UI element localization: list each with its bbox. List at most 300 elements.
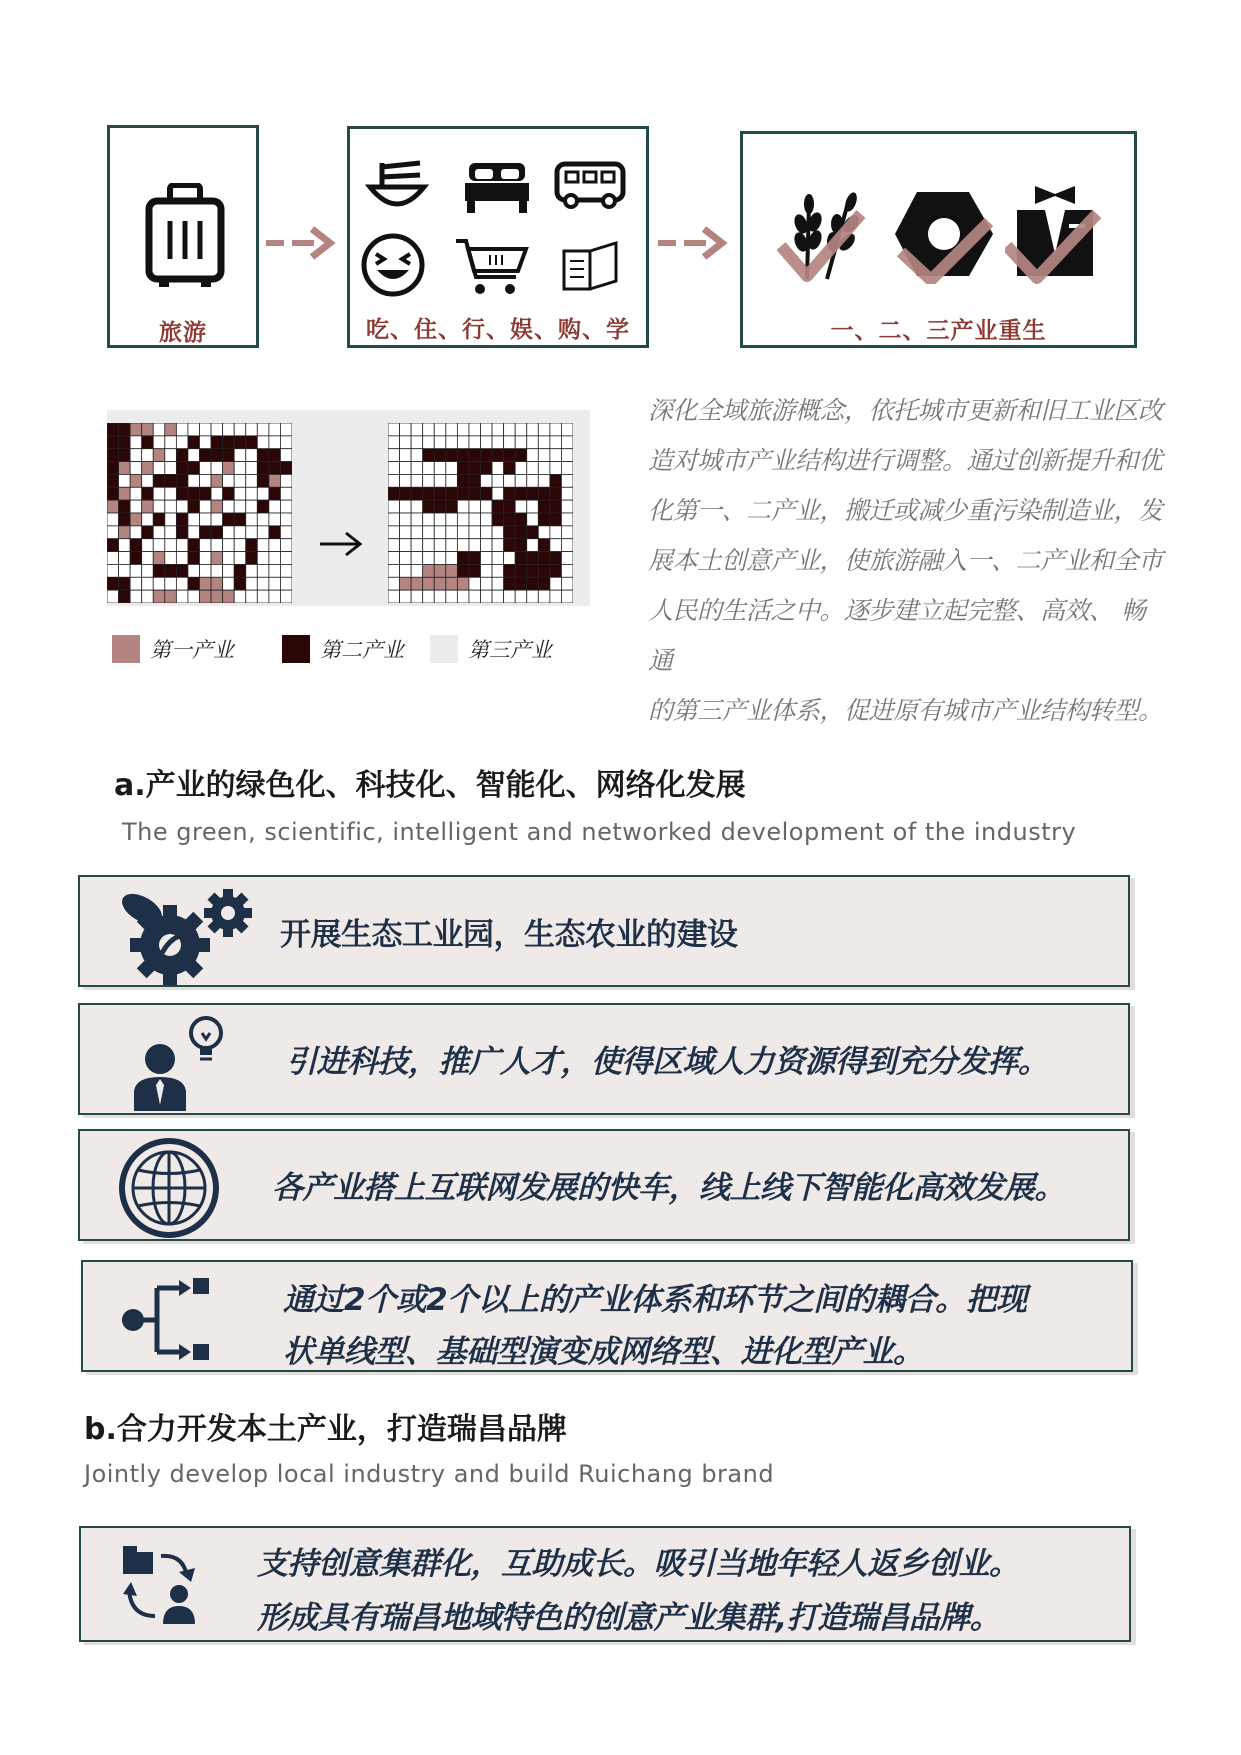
grid-cell: [107, 577, 119, 590]
grid-cell: [481, 423, 493, 436]
grid-cell: [153, 526, 165, 539]
industry-grid-before: [107, 423, 292, 603]
legend-third-industry: [430, 634, 552, 664]
legend-second-industry: [282, 634, 404, 664]
grid-cell: [434, 513, 446, 526]
grid-cell: [446, 552, 458, 565]
grid-cell: [153, 474, 165, 487]
grid-cell: [119, 564, 131, 577]
grid-cell: [257, 500, 269, 513]
grid-cell: [561, 423, 573, 436]
grid-cell: [538, 577, 550, 590]
card-creative-cluster-line1: 支持创意集群化，互助成长。吸引当地年轻人返乡创业。: [257, 1546, 1020, 1582]
grid-cell: [211, 500, 223, 513]
grid-cell: [107, 462, 119, 475]
grid-cell: [246, 462, 258, 475]
grid-cell: [527, 462, 539, 475]
grid-cell: [257, 462, 269, 475]
grid-cell: [211, 462, 223, 475]
grid-cell: [269, 500, 281, 513]
grid-cell: [469, 436, 481, 449]
noodle-bowl-icon: [364, 155, 430, 217]
grid-cell: [400, 564, 412, 577]
luggage-icon: [145, 183, 225, 288]
grid-cell: [481, 500, 493, 513]
grid-cell: [280, 500, 292, 513]
grid-cell: [211, 577, 223, 590]
grid-cell: [423, 564, 435, 577]
grid-cell: [469, 552, 481, 565]
grid-cell: [223, 500, 235, 513]
grid-cell: [423, 487, 435, 500]
grid-cell: [561, 564, 573, 577]
grid-cell: [561, 474, 573, 487]
grid-cell: [130, 577, 142, 590]
grid-cell: [119, 487, 131, 500]
grid-cell: [246, 487, 258, 500]
grid-cell: [550, 526, 562, 539]
grid-cell: [211, 564, 223, 577]
description-line: 展本土创意产业，使旅游融入一、二产业和全市: [648, 546, 1163, 575]
grid-cell: [234, 552, 246, 565]
grid-cell: [188, 500, 200, 513]
grid-cell: [234, 513, 246, 526]
grid-cell: [423, 462, 435, 475]
grid-cell: [142, 423, 154, 436]
grid-cell: [280, 526, 292, 539]
grid-cell: [504, 462, 516, 475]
grid-cell: [423, 474, 435, 487]
grid-cell: [257, 590, 269, 603]
grid-cell: [504, 500, 516, 513]
grid-cell: [561, 513, 573, 526]
grid-cell: [538, 539, 550, 552]
grid-cell: [107, 513, 119, 526]
right-arrow-icon: [318, 530, 364, 558]
grid-cell: [280, 436, 292, 449]
grid-cell: [481, 513, 493, 526]
grid-cell: [527, 513, 539, 526]
grid-cell: [423, 513, 435, 526]
grid-cell: [153, 577, 165, 590]
grid-cell: [550, 513, 562, 526]
grid-cell: [481, 552, 493, 565]
grid-cell: [538, 462, 550, 475]
grid-cell: [400, 474, 412, 487]
grid-cell: [550, 564, 562, 577]
grid-cell: [434, 526, 446, 539]
grid-cell: [280, 539, 292, 552]
grid-cell: [130, 487, 142, 500]
grid-cell: [538, 423, 550, 436]
grid-cell: [411, 590, 423, 603]
grid-cell: [119, 590, 131, 603]
grid-cell: [200, 474, 212, 487]
grid-cell: [246, 564, 258, 577]
grid-cell: [176, 423, 188, 436]
grid-cell: [269, 590, 281, 603]
grid-cell: [188, 590, 200, 603]
dashed-arrow-icon: [656, 223, 736, 263]
grid-cell: [211, 590, 223, 603]
grid-cell: [457, 462, 469, 475]
grid-cell: [257, 474, 269, 487]
grid-cell: [504, 423, 516, 436]
grid-cell: [176, 487, 188, 500]
grid-cell: [504, 552, 516, 565]
grid-cell: [130, 436, 142, 449]
grid-cell: [561, 462, 573, 475]
grid-cell: [107, 423, 119, 436]
grid-cell: [223, 513, 235, 526]
grid-cell: [492, 539, 504, 552]
grid-cell: [457, 539, 469, 552]
grid-cell: [107, 539, 119, 552]
grid-cell: [492, 436, 504, 449]
grid-cell: [176, 474, 188, 487]
grid-cell: [504, 487, 516, 500]
grid-cell: [504, 436, 516, 449]
grid-cell: [188, 564, 200, 577]
grid-cell: [457, 449, 469, 462]
grid-cell: [481, 436, 493, 449]
grid-cell: [434, 564, 446, 577]
grid-cell: [400, 577, 412, 590]
grid-cell: [446, 590, 458, 603]
grid-cell: [388, 449, 400, 462]
grid-cell: [200, 526, 212, 539]
grid-cell: [492, 449, 504, 462]
grid-cell: [515, 552, 527, 565]
grid-cell: [257, 513, 269, 526]
industry-rebirth-box: [740, 131, 1137, 348]
grid-cell: [165, 564, 177, 577]
grid-cell: [211, 449, 223, 462]
card-tech-talent-text: 引进科技，推广人才，使得区域人力资源得到充分发挥。: [286, 1044, 1049, 1080]
grid-cell: [119, 577, 131, 590]
grid-cell: [119, 423, 131, 436]
grid-cell: [130, 526, 142, 539]
grid-cell: [280, 423, 292, 436]
grid-cell: [561, 552, 573, 565]
industry-grid-after: [388, 423, 573, 603]
grid-cell: [246, 526, 258, 539]
grid-cell: [515, 462, 527, 475]
grid-cell: [200, 423, 212, 436]
grid-cell: [234, 526, 246, 539]
grid-cell: [223, 423, 235, 436]
activities-label: 吃、住、行、娱、购、学: [366, 317, 630, 343]
grid-cell: [527, 487, 539, 500]
grid-cell: [550, 539, 562, 552]
grid-cell: [165, 462, 177, 475]
grid-cell: [527, 436, 539, 449]
tourism-box: [107, 125, 259, 348]
grid-cell: [388, 500, 400, 513]
grid-cell: [481, 449, 493, 462]
grid-cell: [527, 423, 539, 436]
grid-cell: [434, 500, 446, 513]
grid-cell: [457, 423, 469, 436]
grid-cell: [550, 423, 562, 436]
grid-cell: [257, 539, 269, 552]
grid-cell: [165, 552, 177, 565]
grid-cell: [423, 590, 435, 603]
grid-cell: [269, 423, 281, 436]
grid-cell: [457, 564, 469, 577]
grid-cell: [130, 513, 142, 526]
grid-cell: [400, 436, 412, 449]
grid-cell: [188, 423, 200, 436]
grid-cell: [119, 500, 131, 513]
grid-cell: [411, 449, 423, 462]
grid-cell: [515, 423, 527, 436]
grid-cell: [142, 474, 154, 487]
grid-cell: [130, 500, 142, 513]
grid-cell: [538, 449, 550, 462]
card-internet-text: 各产业搭上互联网发展的快车，线上线下智能化高效发展。: [272, 1170, 1065, 1206]
grid-cell: [481, 487, 493, 500]
grid-cell: [561, 539, 573, 552]
grid-cell: [142, 487, 154, 500]
grid-cell: [257, 552, 269, 565]
card-creative-cluster-line2: 形成具有瑞昌地域特色的创意产业集群,打造瑞昌品牌。: [257, 1600, 1001, 1636]
card-coupling-line2: 状单线型、基础型演变成网络型、进化型产业。: [283, 1334, 924, 1370]
grid-cell: [200, 590, 212, 603]
grid-cell: [107, 564, 119, 577]
grid-cell: [423, 577, 435, 590]
grid-cell: [269, 539, 281, 552]
grid-cell: [388, 526, 400, 539]
grid-cell: [269, 487, 281, 500]
grid-cell: [188, 577, 200, 590]
grid-cell: [504, 590, 516, 603]
grid-cell: [269, 526, 281, 539]
grid-cell: [434, 436, 446, 449]
grid-cell: [400, 552, 412, 565]
grid-cell: [481, 474, 493, 487]
grid-cell: [269, 449, 281, 462]
grid-cell: [211, 539, 223, 552]
section-b-title: b.合力开发本土产业，打造瑞昌品牌: [84, 1412, 567, 1447]
grid-cell: [411, 539, 423, 552]
grid-cell: [423, 552, 435, 565]
grid-cell: [538, 474, 550, 487]
grid-cell: [388, 590, 400, 603]
grid-cell: [234, 590, 246, 603]
grid-cell: [176, 539, 188, 552]
section-a-title: a.产业的绿色化、科技化、智能化、网络化发展: [114, 768, 746, 803]
grid-cell: [434, 552, 446, 565]
grid-cell: [269, 513, 281, 526]
grid-cell: [246, 500, 258, 513]
grid-cell: [119, 539, 131, 552]
grid-cell: [423, 500, 435, 513]
description-line: 化第一、二产业，搬迁或减少重污染制造业，发: [648, 496, 1163, 525]
grid-cell: [165, 449, 177, 462]
grid-cell: [411, 436, 423, 449]
grid-cell: [550, 500, 562, 513]
grid-cell: [153, 552, 165, 565]
grid-cell: [481, 564, 493, 577]
grid-cell: [504, 564, 516, 577]
grid-cell: [434, 539, 446, 552]
grid-cell: [223, 449, 235, 462]
section-a-subtitle: The green, scientific, intelligent and networked development of the industry: [122, 818, 1077, 846]
grid-cell: [538, 513, 550, 526]
grid-cell: [165, 539, 177, 552]
industry-rebirth-label: 一、二、三产业重生: [830, 318, 1047, 344]
grid-cell: [246, 590, 258, 603]
grid-cell: [504, 577, 516, 590]
eco-gear-icon: [116, 883, 258, 985]
grid-cell: [434, 487, 446, 500]
grid-cell: [211, 436, 223, 449]
grid-cell: [280, 513, 292, 526]
grid-cell: [492, 526, 504, 539]
grid-cell: [165, 487, 177, 500]
grid-cell: [538, 564, 550, 577]
grid-cell: [188, 539, 200, 552]
grid-cell: [188, 462, 200, 475]
grid-cell: [269, 552, 281, 565]
grid-cell: [446, 462, 458, 475]
legend-first-industry: [112, 634, 234, 664]
dashed-arrow-icon: [264, 223, 344, 263]
grid-cell: [515, 577, 527, 590]
grid-cell: [257, 564, 269, 577]
grid-cell: [211, 526, 223, 539]
grid-cell: [153, 462, 165, 475]
grid-cell: [492, 423, 504, 436]
grid-cell: [469, 487, 481, 500]
grid-cell: [561, 500, 573, 513]
globe-icon: [118, 1137, 220, 1239]
grid-cell: [550, 552, 562, 565]
grid-cell: [561, 449, 573, 462]
grid-cell: [446, 564, 458, 577]
grid-cell: [469, 539, 481, 552]
wheat-icon: [777, 184, 873, 284]
grid-cell: [388, 462, 400, 475]
grid-cell: [257, 449, 269, 462]
grid-cell: [211, 487, 223, 500]
grid-cell: [223, 564, 235, 577]
grid-cell: [153, 423, 165, 436]
grid-cell: [107, 526, 119, 539]
grid-cell: [280, 590, 292, 603]
grid-cell: [234, 539, 246, 552]
grid-cell: [234, 564, 246, 577]
grid-cell: [527, 474, 539, 487]
grid-cell: [504, 474, 516, 487]
grid-cell: [176, 513, 188, 526]
grid-cell: [188, 449, 200, 462]
grid-cell: [515, 449, 527, 462]
grid-cell: [527, 500, 539, 513]
grid-cell: [504, 513, 516, 526]
grid-cell: [446, 539, 458, 552]
grid-cell: [153, 449, 165, 462]
grid-cell: [550, 449, 562, 462]
grid-cell: [527, 526, 539, 539]
grid-cell: [211, 474, 223, 487]
grid-cell: [269, 474, 281, 487]
card-creative-cluster: [79, 1526, 1131, 1642]
grid-cell: [538, 487, 550, 500]
grid-cell: [469, 474, 481, 487]
grid-cell: [176, 526, 188, 539]
grid-cell: [188, 513, 200, 526]
grid-cell: [234, 462, 246, 475]
grid-cell: [411, 500, 423, 513]
grid-cell: [446, 526, 458, 539]
grid-cell: [142, 539, 154, 552]
grid-cell: [107, 500, 119, 513]
grid-cell: [561, 487, 573, 500]
open-book-icon: [560, 239, 624, 295]
bus-icon: [554, 161, 626, 211]
card-eco-park: [78, 875, 1130, 987]
grid-cell: [550, 462, 562, 475]
grid-cell: [200, 577, 212, 590]
grid-cell: [457, 526, 469, 539]
grid-cell: [504, 539, 516, 552]
grid-cell: [492, 474, 504, 487]
grid-cell: [176, 500, 188, 513]
card-coupling-line1: 通过2个或2个以上的产业体系和环节之间的耦合。把现: [283, 1282, 1027, 1318]
card-tech-talent: [78, 1003, 1130, 1115]
grid-cell: [280, 449, 292, 462]
grid-cell: [446, 577, 458, 590]
grid-cell: [246, 577, 258, 590]
grid-cell: [142, 500, 154, 513]
grid-cell: [234, 436, 246, 449]
grid-cell: [411, 564, 423, 577]
grid-cell: [527, 539, 539, 552]
grid-cell: [446, 500, 458, 513]
legend-third-label: 第三产业: [468, 638, 552, 662]
grid-cell: [400, 500, 412, 513]
grid-cell: [411, 487, 423, 500]
grid-cell: [130, 462, 142, 475]
grid-cell: [423, 449, 435, 462]
grid-cell: [130, 590, 142, 603]
grid-cell: [515, 590, 527, 603]
grid-cell: [434, 449, 446, 462]
grid-cell: [481, 526, 493, 539]
grid-cell: [165, 590, 177, 603]
grid-cell: [411, 577, 423, 590]
grid-cell: [153, 539, 165, 552]
grid-cell: [223, 577, 235, 590]
grid-cell: [211, 513, 223, 526]
grid-cell: [388, 539, 400, 552]
grid-cell: [457, 487, 469, 500]
grid-cell: [130, 539, 142, 552]
grid-cell: [200, 436, 212, 449]
grid-cell: [492, 462, 504, 475]
legend-first-label: 第一产业: [150, 638, 234, 662]
grid-cell: [280, 552, 292, 565]
grid-cell: [457, 552, 469, 565]
grid-cell: [176, 577, 188, 590]
grid-cell: [527, 590, 539, 603]
grid-cell: [246, 552, 258, 565]
grid-cell: [446, 474, 458, 487]
grid-cell: [388, 552, 400, 565]
grid-cell: [130, 423, 142, 436]
